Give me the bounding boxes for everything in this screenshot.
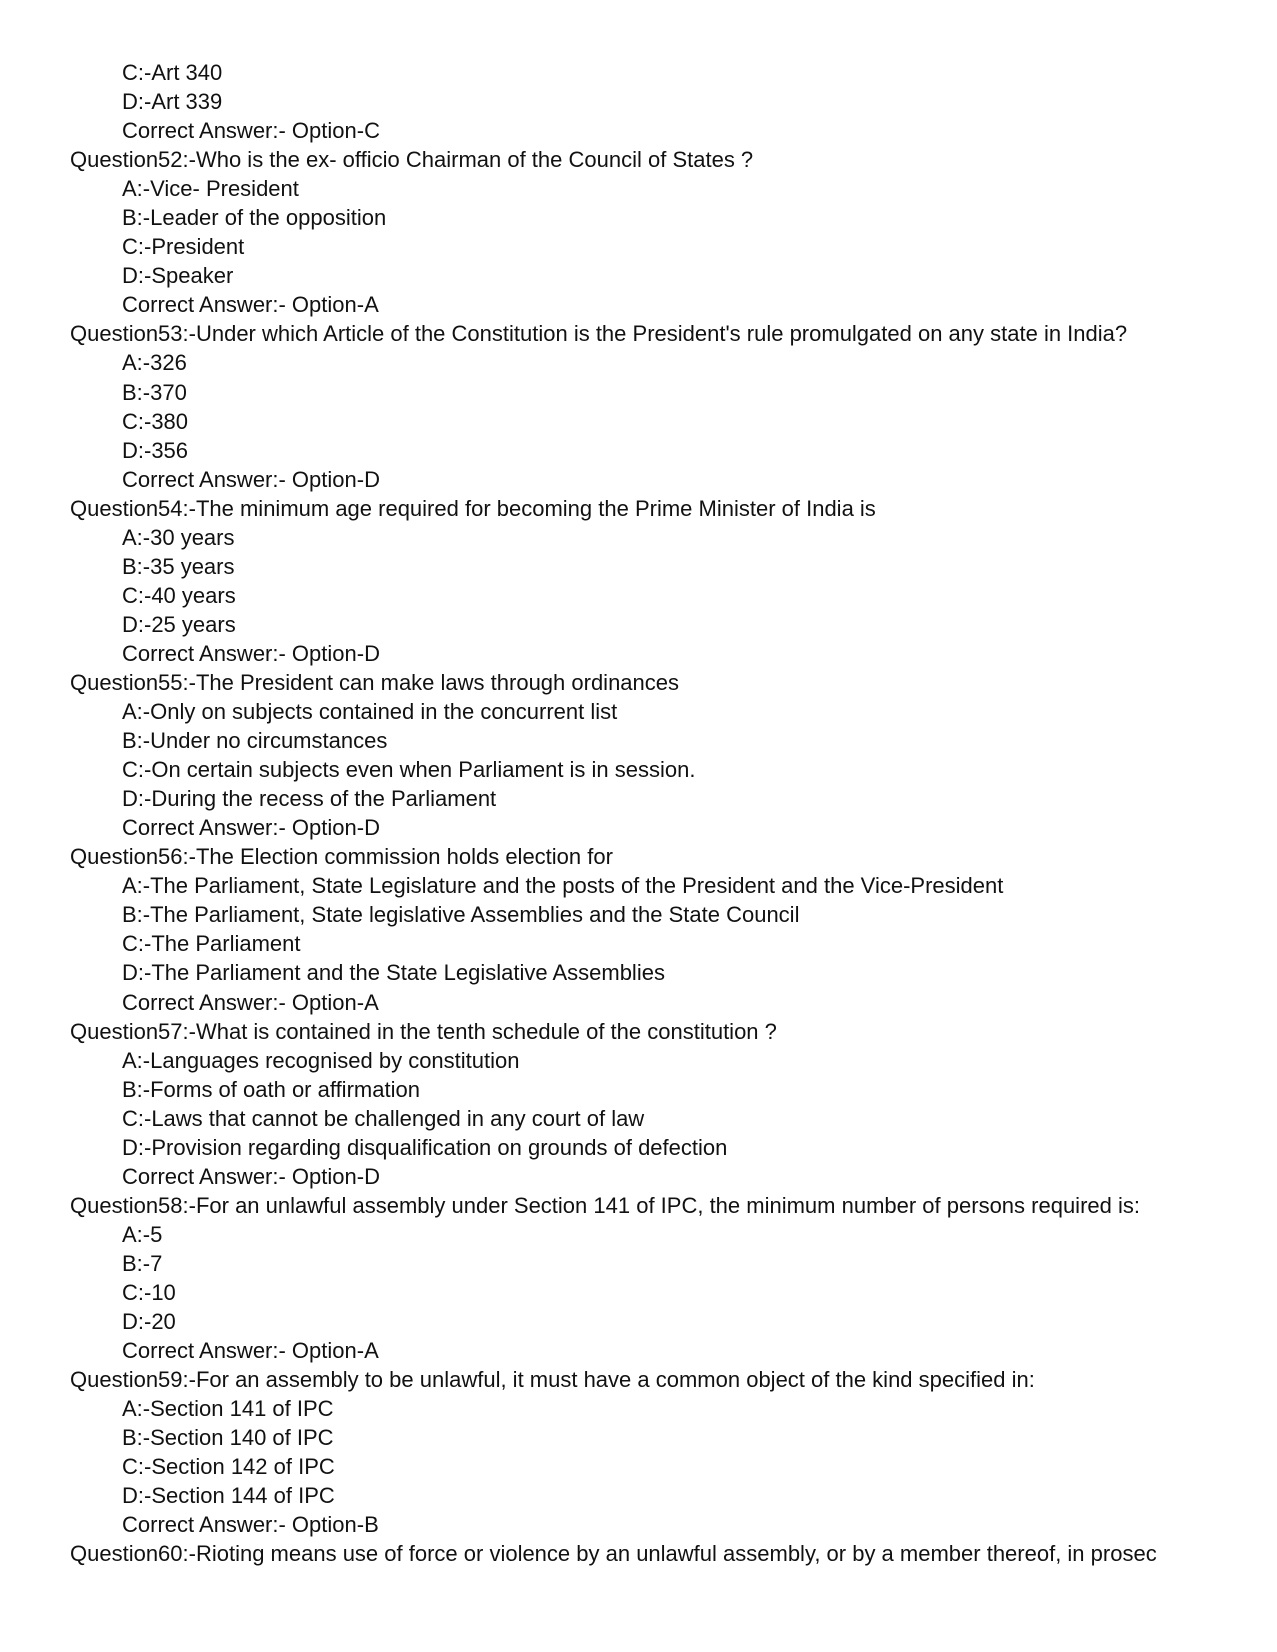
option-a: A:-Languages recognised by constitution xyxy=(122,1047,520,1073)
option-c: C:-Art 340 xyxy=(122,60,223,85)
option-a: A:-The Parliament, State Legislature and the posts of the President and the Vice-President xyxy=(122,873,1004,899)
option-c: C:-President xyxy=(122,234,245,260)
correct-answer: Correct Answer:- Option-A xyxy=(122,292,379,318)
option-a: A:-5 xyxy=(122,1221,163,1247)
option-a: A:-30 years xyxy=(122,524,235,550)
option-d: D:-20 xyxy=(122,1309,176,1335)
correct-answer: Correct Answer:- Option-A xyxy=(122,1338,379,1364)
question-sheet xyxy=(0,58,1213,1568)
option-b: B:-35 years xyxy=(122,553,235,579)
option-b: B:-Section 140 of IPC xyxy=(122,1425,334,1451)
option-b: B:-Forms of oath or affirmation xyxy=(122,1076,420,1102)
option-d: D:-During the recess of the Parliament xyxy=(122,786,497,812)
question-60: Question60:-Rioting means use of force or violence by an unlawful assembly, or by a member thereof, in prosec xyxy=(70,1541,1157,1567)
question-54: Question54:-The minimum age required for becoming the Prime Minister of India is xyxy=(70,495,876,521)
question-59: Question59:-For an assembly to be unlawful, it must have a common object of the kind specified in: xyxy=(70,1367,1035,1393)
correct-answer: Correct Answer:- Option-A xyxy=(122,989,379,1015)
question-58: Question58:-For an unlawful assembly under Section 141 of IPC, the minimum number of persons required is: xyxy=(70,1192,1140,1218)
correct-answer: Correct Answer:- Option-D xyxy=(122,1163,380,1189)
question-55: Question55:-The President can make laws through ordinances xyxy=(70,669,680,695)
option-b: B:-Under no circumstances xyxy=(122,728,388,754)
option-d: D:-25 years xyxy=(122,611,236,637)
option-d: D:-356 xyxy=(122,437,189,463)
option-a: A:-Only on subjects contained in the concurrent list xyxy=(122,699,618,725)
option-d: D:-Section 144 of IPC xyxy=(122,1483,335,1509)
option-b: B:-7 xyxy=(122,1250,163,1276)
option-a: A:-Section 141 of IPC xyxy=(122,1396,334,1422)
option-c: C:-40 years xyxy=(122,582,236,608)
option-c: C:-10 xyxy=(122,1279,176,1305)
option-b: B:-370 xyxy=(122,379,187,405)
correct-answer: Correct Answer:- Option-D xyxy=(122,466,380,492)
correct-answer: Correct Answer:- Option-C xyxy=(122,118,380,144)
question-56: Question56:-The Election commission holds election for xyxy=(70,844,613,870)
option-d: D:-Speaker xyxy=(122,263,234,289)
option-d: D:-The Parliament and the State Legislative Assemblies xyxy=(122,960,665,986)
option-d: D:-Art 339 xyxy=(122,89,223,115)
correct-answer: Correct Answer:- Option-D xyxy=(122,815,380,841)
question-52: Question52:-Who is the ex- officio Chairman of the Council of States ? xyxy=(70,147,754,173)
option-b: B:-The Parliament, State legislative Assemblies and the State Council xyxy=(122,902,800,928)
option-b: B:-Leader of the opposition xyxy=(122,205,387,231)
question-53: Question53:-Under which Article of the Constitution is the President's rule promulgated on any state in India? xyxy=(70,321,1128,347)
option-a: A:-326 xyxy=(122,350,187,376)
option-c: C:-Laws that cannot be challenged in any court of law xyxy=(122,1105,645,1131)
question-57: Question57:-What is contained in the tenth schedule of the constitution ? xyxy=(70,1018,777,1044)
option-c: C:-Section 142 of IPC xyxy=(122,1454,335,1480)
option-d: D:-Provision regarding disqualification on grounds of defection xyxy=(122,1134,728,1160)
option-c: C:-380 xyxy=(122,408,189,434)
correct-answer: Correct Answer:- Option-B xyxy=(122,1512,379,1538)
option-c: C:-The Parliament xyxy=(122,931,301,957)
option-a: A:-Vice- President xyxy=(122,176,299,202)
correct-answer: Correct Answer:- Option-D xyxy=(122,640,380,666)
option-c: C:-On certain subjects even when Parliament is in session. xyxy=(122,757,696,783)
